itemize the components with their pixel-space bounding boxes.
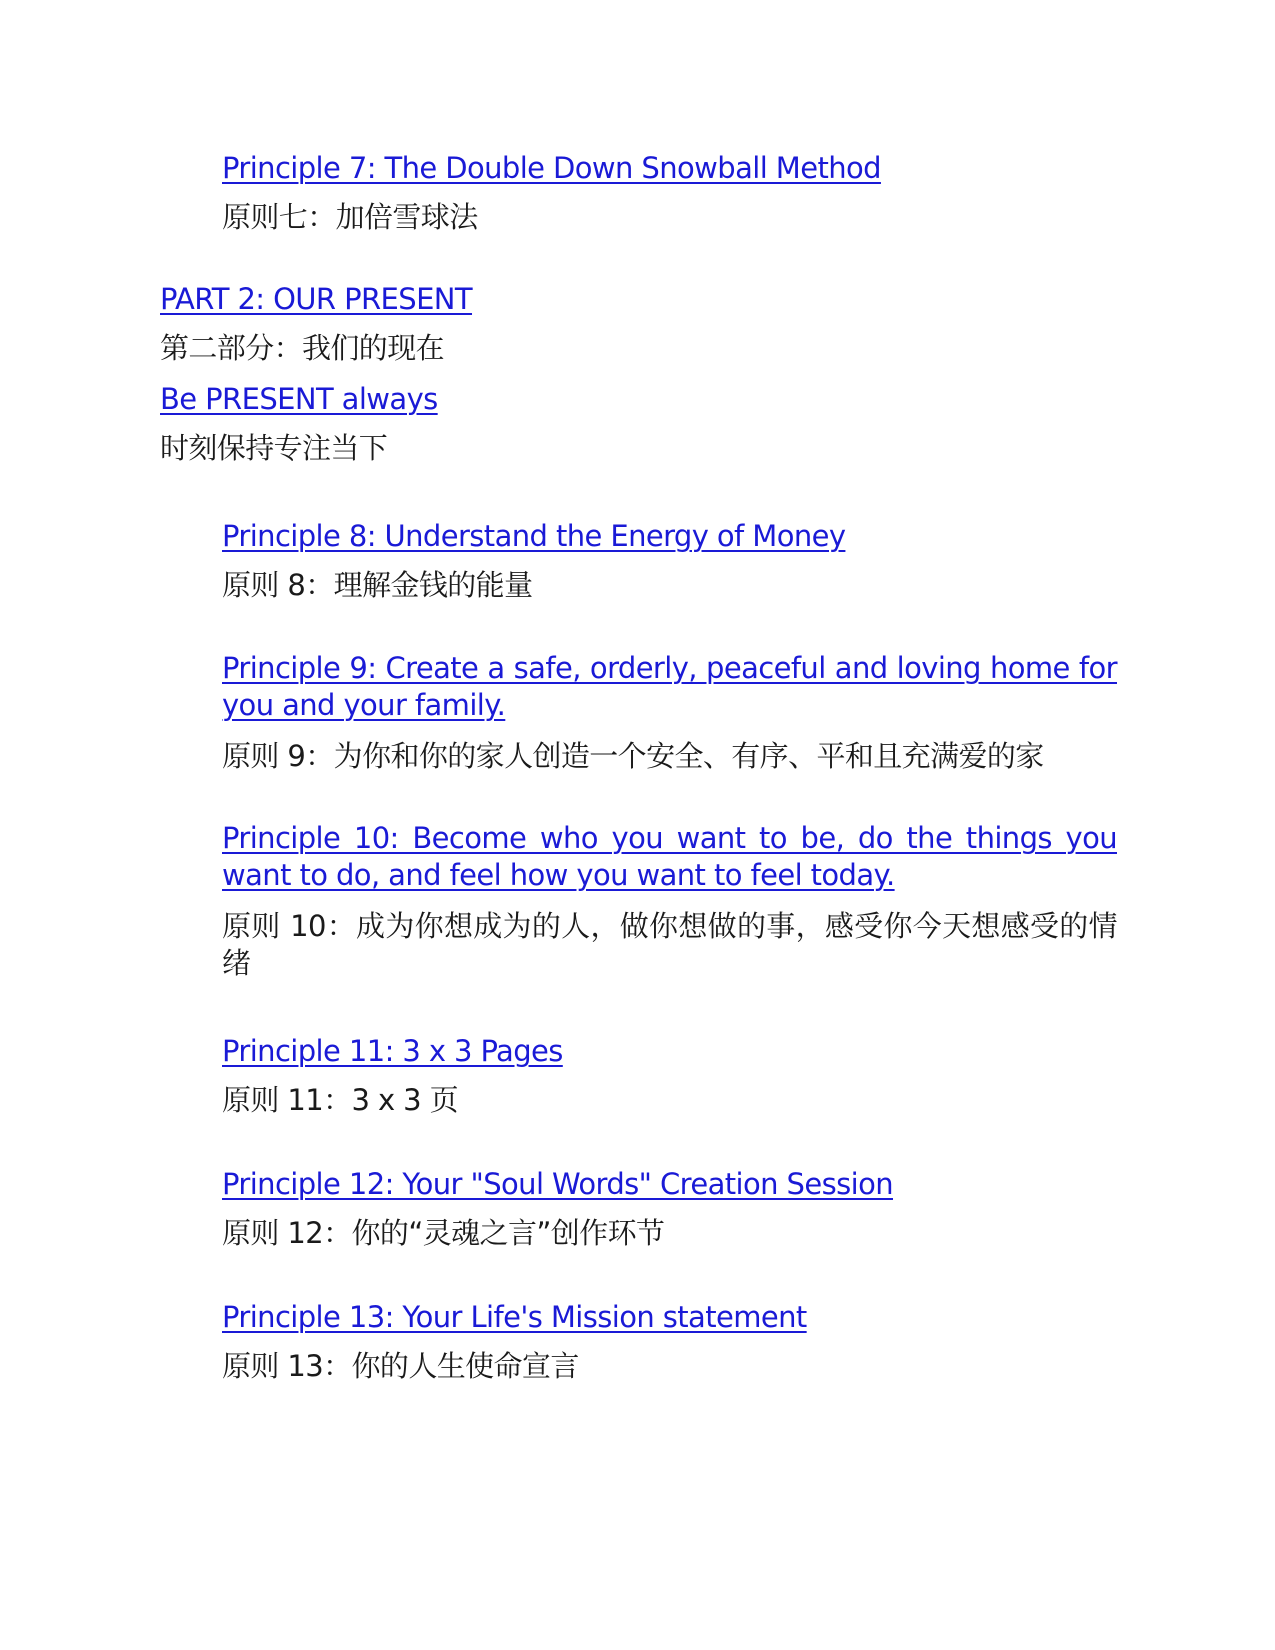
toc-translation-part-2: 第二部分：我们的现在	[160, 331, 445, 365]
toc-translation-be-present: 时刻保持专注当下	[160, 431, 388, 465]
toc-translation-principle-8: 原则 8：理解金钱的能量	[222, 568, 533, 602]
toc-link-principle-13[interactable]: Principle 13: Your Life's Mission statement	[222, 1300, 807, 1334]
toc-link-part-2[interactable]: PART 2: OUR PRESENT	[160, 282, 473, 316]
toc-translation-principle-10: 原则 10：成为你想成为的人，做你想做的事，感受你今天想感受的情绪	[222, 909, 1117, 980]
toc-link-principle-12[interactable]: Principle 12: Your "Soul Words" Creation Session	[222, 1167, 893, 1201]
toc-link-principle-8[interactable]: Principle 8: Understand the Energy of Money	[222, 519, 846, 553]
toc-translation-principle-7: 原则七：加倍雪球法	[222, 200, 478, 234]
toc-link-be-present[interactable]: Be PRESENT always	[160, 382, 438, 416]
toc-translation-principle-12: 原则 12：你的“灵魂之言”创作环节	[222, 1216, 665, 1250]
toc-link-principle-7[interactable]: Principle 7: The Double Down Snowball Method	[222, 151, 881, 185]
toc-link-principle-10[interactable]: Principle 10: Become who you want to be, do the things you want to do, and feel how you want to feel today.	[222, 821, 1117, 892]
toc-translation-principle-9: 原则 9：为你和你的家人创造一个安全、有序、平和且充满爱的家	[222, 739, 1044, 773]
toc-translation-principle-11: 原则 11：3 x 3 页	[222, 1083, 459, 1117]
toc-link-principle-11[interactable]: Principle 11: 3 x 3 Pages	[222, 1034, 563, 1068]
toc-link-principle-9[interactable]: Principle 9: Create a safe, orderly, peaceful and loving home for you and your family.	[222, 651, 1117, 722]
toc-translation-principle-13: 原则 13：你的人生使命宣言	[222, 1349, 579, 1383]
